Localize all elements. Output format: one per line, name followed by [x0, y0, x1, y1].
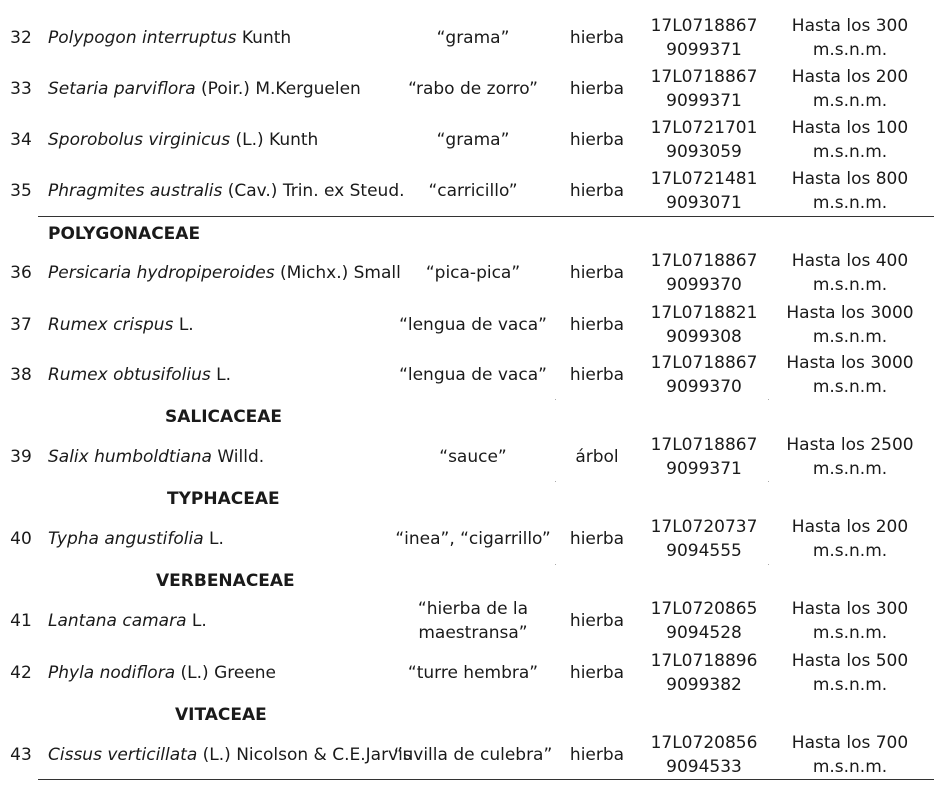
row-number: 32 — [10, 28, 32, 48]
coordinate-1: 17L0720856 — [650, 733, 758, 753]
divider-dot — [768, 481, 769, 482]
row-number: 39 — [10, 447, 32, 467]
coordinate-2: 9099308 — [666, 327, 742, 347]
altitude-2: m.s.n.m. — [812, 675, 888, 695]
altitude-2: m.s.n.m. — [812, 142, 888, 162]
habit: hierba — [569, 79, 625, 99]
coordinate-2: 9099371 — [666, 91, 742, 111]
species-binomial: Polypogon interruptus — [48, 28, 237, 48]
coordinate-2: 9099370 — [666, 377, 742, 397]
coordinate-1: 17L0718821 — [650, 303, 758, 323]
species-author: Willd. — [217, 447, 265, 467]
common-name-line-2: maestransa” — [418, 623, 528, 643]
coordinate-1: 17L0718867 — [650, 435, 758, 455]
common-name: “turre hembra” — [407, 663, 539, 683]
habit: hierba — [569, 315, 625, 335]
altitude-1: Hasta los 200 — [791, 517, 909, 537]
habit: hierba — [569, 28, 625, 48]
altitude-2: m.s.n.m. — [812, 40, 888, 60]
coordinate-1: 17L0718867 — [650, 251, 758, 271]
species-author: Kunth — [241, 28, 292, 48]
row-number: 35 — [10, 181, 32, 201]
species-author: L. — [191, 611, 207, 631]
table-bottom-rule — [38, 779, 934, 780]
row-number: 41 — [10, 611, 32, 631]
species-author: (Poir.) M.Kerguelen — [201, 79, 361, 99]
species-name — [48, 261, 401, 285]
altitude-1: Hasta los 2500 — [786, 435, 914, 455]
common-name: “grama” — [436, 130, 510, 150]
common-name: “lengua de vaca” — [399, 365, 547, 385]
row-number: 36 — [10, 263, 32, 283]
coordinate-2: 9099382 — [666, 675, 742, 695]
altitude-1: Hasta los 100 — [791, 118, 909, 138]
altitude-2: m.s.n.m. — [812, 91, 888, 111]
species-name — [48, 77, 398, 101]
species-binomial: Salix humboldtiana — [48, 447, 212, 467]
row-number: 37 — [10, 315, 32, 335]
species-binomial: Sporobolus virginicus — [48, 130, 231, 150]
common-name: “sauce” — [439, 447, 507, 467]
common-name-line-1: “hierba de la — [417, 599, 529, 619]
species-binomial: Lantana camara — [48, 611, 187, 631]
coordinate-2: 9094528 — [666, 623, 742, 643]
habit: hierba — [569, 365, 625, 385]
altitude-2: m.s.n.m. — [812, 757, 888, 777]
common-name: “rabo de zorro” — [408, 79, 538, 99]
altitude-2: m.s.n.m. — [812, 275, 888, 295]
species-author: L. — [178, 315, 194, 335]
altitude-1: Hasta los 300 — [791, 599, 909, 619]
divider-dot — [555, 399, 556, 400]
coordinate-2: 9093071 — [666, 193, 742, 213]
species-author: L. — [209, 529, 224, 549]
divider-dot — [768, 564, 769, 565]
altitude-1: Hasta los 300 — [791, 16, 909, 36]
habit: hierba — [569, 263, 625, 283]
habit: hierba — [569, 529, 625, 549]
species-binomial: Rumex obtusifolius — [48, 365, 211, 385]
species-name — [48, 128, 398, 152]
habit: hierba — [569, 745, 625, 765]
altitude-1: Hasta los 800 — [791, 169, 909, 189]
species-author: (Michx.) Small — [279, 263, 401, 283]
common-name: “inea”, “cigarrillo” — [395, 529, 551, 549]
altitude-2: m.s.n.m. — [812, 193, 888, 213]
section-divider — [38, 216, 934, 217]
species-binomial: Setaria parviflora — [48, 79, 196, 99]
coordinate-1: 17L0718867 — [650, 67, 758, 87]
altitude-2: m.s.n.m. — [812, 327, 888, 347]
divider-dot — [555, 564, 556, 565]
coordinate-1: 17L0718896 — [650, 651, 758, 671]
species-name — [48, 609, 398, 633]
row-number: 40 — [10, 529, 32, 549]
habit: árbol — [575, 447, 619, 467]
species-binomial: Phragmites australis — [48, 181, 223, 201]
species-name — [48, 26, 398, 50]
row-number: 38 — [10, 365, 32, 385]
altitude-1: Hasta los 400 — [791, 251, 909, 271]
species-name — [48, 313, 398, 337]
divider-dot — [768, 399, 769, 400]
species-author: (L.) Greene — [180, 663, 277, 683]
species-author: L. — [216, 365, 232, 385]
altitude-1: Hasta los 500 — [791, 651, 909, 671]
species-name — [48, 363, 398, 387]
family-heading-typhaceae: TYPHACEAE — [167, 489, 280, 509]
common-name: “grama” — [436, 28, 510, 48]
species-name — [48, 445, 398, 469]
common-name: “pica-pica” — [425, 263, 521, 283]
row-number: 42 — [10, 663, 32, 683]
altitude-2: m.s.n.m. — [812, 377, 888, 397]
altitude-1: Hasta los 200 — [791, 67, 909, 87]
family-heading-verbenaceae: VERBENACEAE — [156, 571, 295, 591]
common-name: “uvilla de culebra” — [393, 745, 553, 765]
row-number: 34 — [10, 130, 32, 150]
species-author: (L.) Kunth — [235, 130, 319, 150]
coordinate-2: 9094555 — [666, 541, 742, 561]
species-name — [48, 661, 398, 685]
altitude-1: Hasta los 3000 — [786, 353, 914, 373]
species-binomial: Cissus verticillata — [48, 745, 198, 765]
coordinate-1: 17L0720737 — [650, 517, 758, 537]
coordinate-1: 17L0718867 — [650, 16, 758, 36]
coordinate-1: 17L0720865 — [650, 599, 758, 619]
habit: hierba — [569, 611, 625, 631]
coordinate-2: 9094533 — [666, 757, 742, 777]
family-heading-vitaceae: VITACEAE — [175, 705, 267, 725]
altitude-2: m.s.n.m. — [812, 623, 888, 643]
habit: hierba — [569, 130, 625, 150]
family-heading-salicaceae: SALICACEAE — [165, 407, 283, 427]
species-name — [48, 527, 398, 551]
altitude-2: m.s.n.m. — [812, 541, 888, 561]
family-heading-polygonaceae: POLYGONACEAE — [48, 224, 201, 244]
species-name — [48, 743, 412, 767]
altitude-1: Hasta los 700 — [791, 733, 909, 753]
coordinate-1: 17L0721481 — [650, 169, 758, 189]
species-binomial: Typha angustifolia — [48, 529, 204, 549]
coordinate-2: 9099370 — [666, 275, 742, 295]
species-binomial: Rumex crispus — [48, 315, 174, 335]
species-name — [48, 179, 405, 203]
altitude-2: m.s.n.m. — [812, 459, 888, 479]
row-number: 33 — [10, 79, 32, 99]
divider-dot — [555, 481, 556, 482]
common-name: “carricillo” — [428, 181, 518, 201]
common-name: “lengua de vaca” — [399, 315, 547, 335]
species-binomial: Persicaria hydropiperoides — [48, 263, 275, 283]
coordinate-1: 17L0718867 — [650, 353, 758, 373]
coordinate-2: 9099371 — [666, 40, 742, 60]
row-number: 43 — [10, 745, 32, 765]
habit: hierba — [569, 663, 625, 683]
coordinate-2: 9093059 — [666, 142, 742, 162]
coordinate-1: 17L0721701 — [650, 118, 758, 138]
species-author: (Cav.) Trin. ex Steud. — [227, 181, 405, 201]
altitude-1: Hasta los 3000 — [786, 303, 914, 323]
coordinate-2: 9099371 — [666, 459, 742, 479]
habit: hierba — [569, 181, 625, 201]
species-author: (L.) Nicolson & C.E.Jarvis — [202, 745, 412, 765]
species-binomial: Phyla nodiflora — [48, 663, 176, 683]
